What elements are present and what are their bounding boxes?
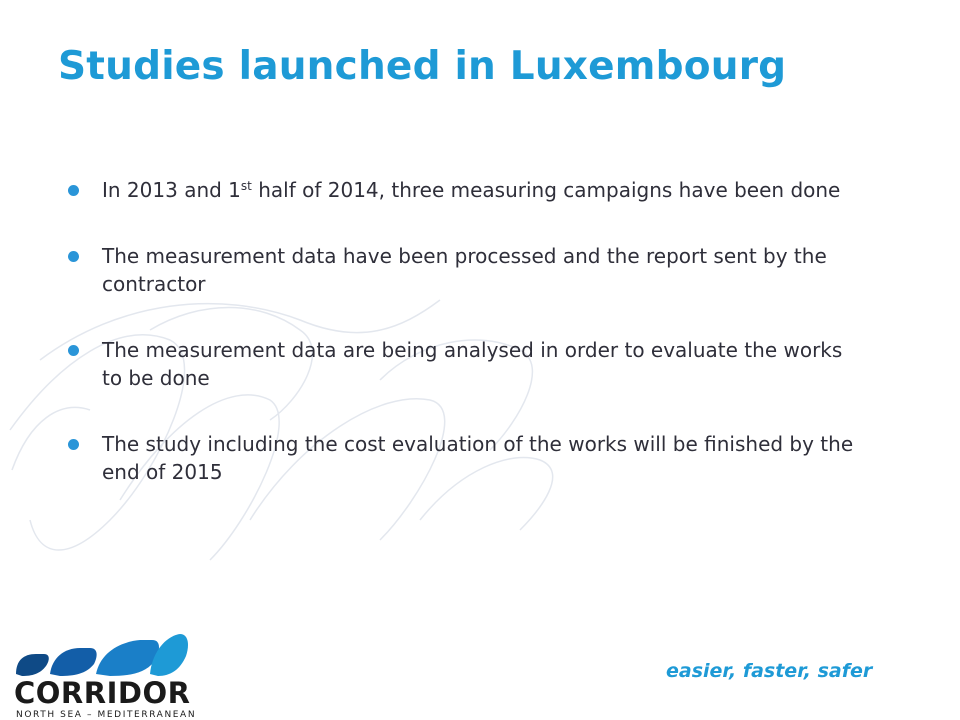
logo-subtitle: NORTH SEA – MEDITERRANEAN	[16, 710, 197, 720]
bullet-item	[68, 430, 868, 486]
bullet-text: The measurement data have been processed and the report sent by the contractor	[102, 244, 827, 296]
bullet-text-pre: In 2013 and 1	[102, 178, 241, 202]
bullet-list	[68, 176, 868, 524]
bullet-item	[68, 176, 868, 204]
corridor-logo	[10, 630, 197, 720]
bullet-text: The study including the cost evaluation of the works will be finished by the end of 2015	[102, 432, 854, 484]
bullet-dot-icon	[68, 345, 79, 356]
logo-wordmark: CORRIDOR	[14, 676, 191, 710]
bullet-item	[68, 336, 868, 392]
tagline: easier, faster, safer	[666, 660, 873, 682]
logo-shapes-icon	[10, 630, 190, 680]
bullet-dot-icon	[68, 185, 79, 196]
bullet-superscript: st	[240, 179, 252, 193]
bullet-dot-icon	[68, 251, 79, 262]
bullet-item	[68, 242, 868, 298]
bullet-text: The measurement data are being analysed in order to evaluate the works to be done	[102, 338, 843, 390]
bullet-text-post: half of 2014, three measuring campaigns have been done	[251, 178, 841, 202]
bullet-dot-icon	[68, 439, 79, 450]
slide-title: Studies launched in Luxembourg	[58, 44, 787, 89]
